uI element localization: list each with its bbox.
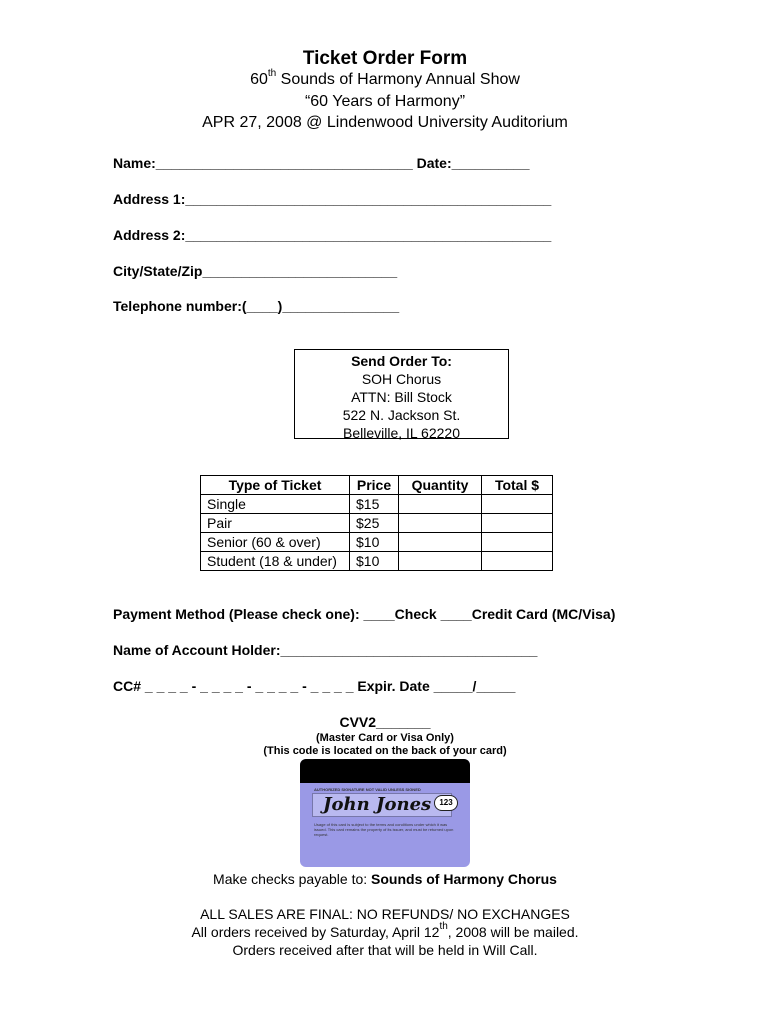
city-state-zip-field[interactable]: City/State/Zip_________________________ <box>113 263 398 279</box>
total-cell[interactable] <box>482 514 553 533</box>
table-row <box>201 514 553 533</box>
table-row <box>201 533 553 552</box>
sales-final: ALL SALES ARE FINAL: NO REFUNDS/ NO EXCHANGES <box>200 906 570 922</box>
address1-field[interactable]: Address 1:_______________________________________________ <box>113 191 552 207</box>
signature-text: John Jones <box>323 794 432 815</box>
send-line-2: ATTN: Bill Stock <box>351 389 452 405</box>
col-total: Total $ <box>482 476 553 495</box>
ticket-type: Student (18 & under) <box>201 552 350 571</box>
send-order-box <box>294 349 509 439</box>
will-call-notice: Orders received after that will be held in Will Call. <box>232 942 538 958</box>
table-row <box>201 495 553 514</box>
send-line-1: SOH Chorus <box>361 371 442 387</box>
quantity-cell[interactable] <box>399 514 482 533</box>
total-cell[interactable] <box>482 533 553 552</box>
ticket-price: $25 <box>350 514 399 533</box>
cvv-field[interactable]: CVV2_______ <box>339 714 431 730</box>
signature-panel <box>312 793 452 817</box>
send-order-header: Send Order To: <box>351 353 452 369</box>
ticket-type: Single <box>201 495 350 514</box>
account-holder-field[interactable]: Name of Account Holder:_________________________________ <box>113 642 538 658</box>
telephone-field[interactable]: Telephone number:(____)_______________ <box>113 298 400 314</box>
show-motto: “60 Years of Harmony” <box>304 93 466 110</box>
magnetic-stripe <box>300 759 470 783</box>
quantity-cell[interactable] <box>399 552 482 571</box>
name-date-field[interactable]: Name:_________________________________ Date:__________ <box>113 155 530 171</box>
send-line-3: 522 N. Jackson St. <box>342 407 461 423</box>
ticket-type: Senior (60 & over) <box>201 533 350 552</box>
send-line-4: Belleville, IL 62220 <box>342 425 460 441</box>
card-fine-print: Usage of this card is subject to the terms and conditions under which it was issued. This card remains the property of its issuer, and must be returned upon request. <box>314 822 454 837</box>
show-name: 60th Sounds of Harmony Annual Show <box>250 68 520 88</box>
total-cell[interactable] <box>482 552 553 571</box>
ticket-table-header <box>201 476 553 495</box>
ticket-price: $10 <box>350 533 399 552</box>
ticket-price: $10 <box>350 552 399 571</box>
cvv-note-2: (This code is located on the back of your card) <box>263 745 507 757</box>
ticket-table <box>200 475 553 571</box>
card-back-illustration <box>300 759 470 867</box>
quantity-cell[interactable] <box>399 495 482 514</box>
col-price: Price <box>350 476 399 495</box>
show-date-venue: APR 27, 2008 @ Lindenwood University Auditorium <box>202 114 568 131</box>
quantity-cell[interactable] <box>399 533 482 552</box>
table-row <box>201 552 553 571</box>
mail-notice: All orders received by Saturday, April 12th, 2008 will be mailed. <box>191 921 579 940</box>
col-quantity: Quantity <box>399 476 482 495</box>
form-title: Ticket Order Form <box>302 48 468 69</box>
cvv-code: 123 <box>434 795 458 811</box>
checks-payable: Make checks payable to: Sounds of Harmony Chorus <box>213 871 557 887</box>
total-cell[interactable] <box>482 495 553 514</box>
cvv-note-1: (Master Card or Visa Only) <box>316 732 454 744</box>
authorized-signature-label: AUTHORIZED SIGNATURE NOT VALID UNLESS SIGNED <box>314 787 421 792</box>
address2-field[interactable]: Address 2:_______________________________________________ <box>113 227 552 243</box>
col-type: Type of Ticket <box>201 476 350 495</box>
ticket-price: $15 <box>350 495 399 514</box>
payment-method-field[interactable]: Payment Method (Please check one): ____Check ____Credit Card (MC/Visa) <box>113 606 616 622</box>
ticket-type: Pair <box>201 514 350 533</box>
credit-card-field[interactable]: CC# _ _ _ _ - _ _ _ _ - _ _ _ _ - _ _ _ _ Expir. Date _____/_____ <box>113 678 516 694</box>
